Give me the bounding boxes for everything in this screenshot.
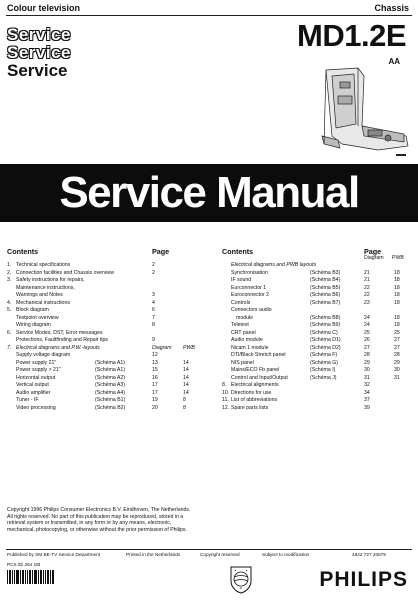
page-heading-right: Page [364,247,382,256]
diagram-row: Nicam 1 module (Schéma D2) 27 27 [231,344,400,351]
list-item: Testpoint overview 7 [16,314,155,321]
diagram-row: Supply voltage diagram 12 [16,352,158,358]
contents-list-left [7,262,207,412]
diagram-row: DTI/Black Stretch panel (Schéma F) 28 28 [231,352,400,358]
page-heading-left: Page [152,247,170,256]
diagram-row: Vertical output (Schéma A3) 17 14 [16,382,189,388]
chassis-label: Chassis [374,3,409,13]
list-item: 12. Spare parts lists 39 [222,404,370,411]
diagram-row: CRT panel (Schéma C) 25 25 [231,329,400,336]
barcode [7,570,55,584]
footer-pcs-code: PCS 82 264 GB [7,562,41,567]
pwb-subheading-right: PWB [392,255,404,261]
diagram-subheading-right: Diagram [364,255,384,261]
diagram-row: Controls (Schéma B7) 23 18 [231,299,400,306]
diagram-row: Tuner - IF (Schéma B1) 19 8 [16,397,186,403]
header-rule [6,15,412,16]
model-suffix: AA [388,57,400,66]
diagram-row: Power supply 21" (Schéma A1) 13 14 [16,359,189,366]
diagram-row: Euroconnector 2 (Schéma B6) 22 18 [231,292,400,298]
list-item: 11. List of abbreviations 37 [222,397,370,403]
list-item: 3. Safety instructions for repairs, [7,277,85,283]
list-item: 6. Service Modes, DST, Error messages [7,329,103,336]
list-item: 1. Technical specifications 2 [7,262,155,268]
diagram-row: Synchronisation (Schéma B3) 21 18 [231,269,400,276]
diagram-row: Horizontal output (Schéma A2) 16 14 [16,374,189,381]
list-item: 5. Block diagram 6 [7,307,155,313]
service-solid: Service [7,61,68,80]
philips-logo: PHILIPS [319,568,408,591]
philips-shield-icon [230,566,252,594]
list-item: Warnings and Notes 3 [16,292,155,298]
diagram-row: Teletext (Schéma B9) 24 18 [231,322,400,328]
diagram-row: Audio module (Schéma D1) 26 27 [231,337,400,343]
diagram-row: Audio amplifier (Schéma A4) 17 14 [16,389,189,396]
diagram-row: Connectors audio [231,307,272,313]
footer-rule [6,549,412,550]
model-number: MD1.2E [297,18,406,53]
service-outline-2: Service [7,43,71,62]
chassis-illustration [318,66,414,160]
footer-doc-code: 4822 727 20679 [352,552,386,557]
list-item: 2. Connection facilities and Chassis overview 2 [7,269,155,276]
list-item: Protections, Faultfinding and Repair tips 9 [16,337,155,343]
diagram-row: NIS panel (Schéma G) 29 29 [231,359,400,366]
category-label: Colour television [7,3,81,13]
list-item: Wiring diagram 8 [16,322,155,328]
footer-printed: Printed in the Netherlands [126,552,181,557]
diagram-row: Mains/ECO Fb panel (Schéma I) 30 30 [231,367,400,373]
footer-subject: Subject to modification [262,552,310,557]
diagram-row: module (Schéma B8) 24 18 [236,314,400,321]
list-item: Maintenance instructions, [16,284,75,291]
footer-published: Published by SM BE-TV Service Department [7,552,101,557]
footer-copyright: Copyright reserved [200,552,240,557]
contents-heading-left: Contents [7,247,39,256]
contents-heading-right: Contents [222,247,254,256]
list-item: 8. Electrical alignments 32 [222,382,370,388]
diagram-row: Power supply > 21" (Schéma A1) 15 14 [16,367,189,373]
list-item: 10. Directions for use 34 [222,389,370,396]
service-outline-1: Service [7,25,71,44]
diagram-row: Video processing (Schéma B2) 20 8 [16,404,186,411]
diagram-row: Eurconnector 1 (Schéma B5) 22 18 [231,284,400,291]
list-item: 4. Mechanical instructions 4 [7,299,155,306]
banner-title: Service Manual [59,168,359,217]
section-heading: 7. Electrical diagrams and P.W.-layouts Diagram PWB [7,344,195,351]
contents-list-right [222,262,418,412]
section-heading: Electrical diagrams and PWB layouts [231,262,317,268]
diagram-row: Control and Input/Output (Schéma J) 31 31 [231,374,400,381]
diagram-row: IF sound (Schéma B4) 21 18 [231,277,400,283]
copyright-notice: Copyright 1996 Philips Consumer Electronics B.V. Eindhoven, The Netherlands. All rights reserved. No part of this publication may be reproduced, stored in a retrieval system or transmitted, in any form or by any means, electronic, mechanical, photocopying, or otherwise without the prior permission of Philips. [7,507,191,533]
